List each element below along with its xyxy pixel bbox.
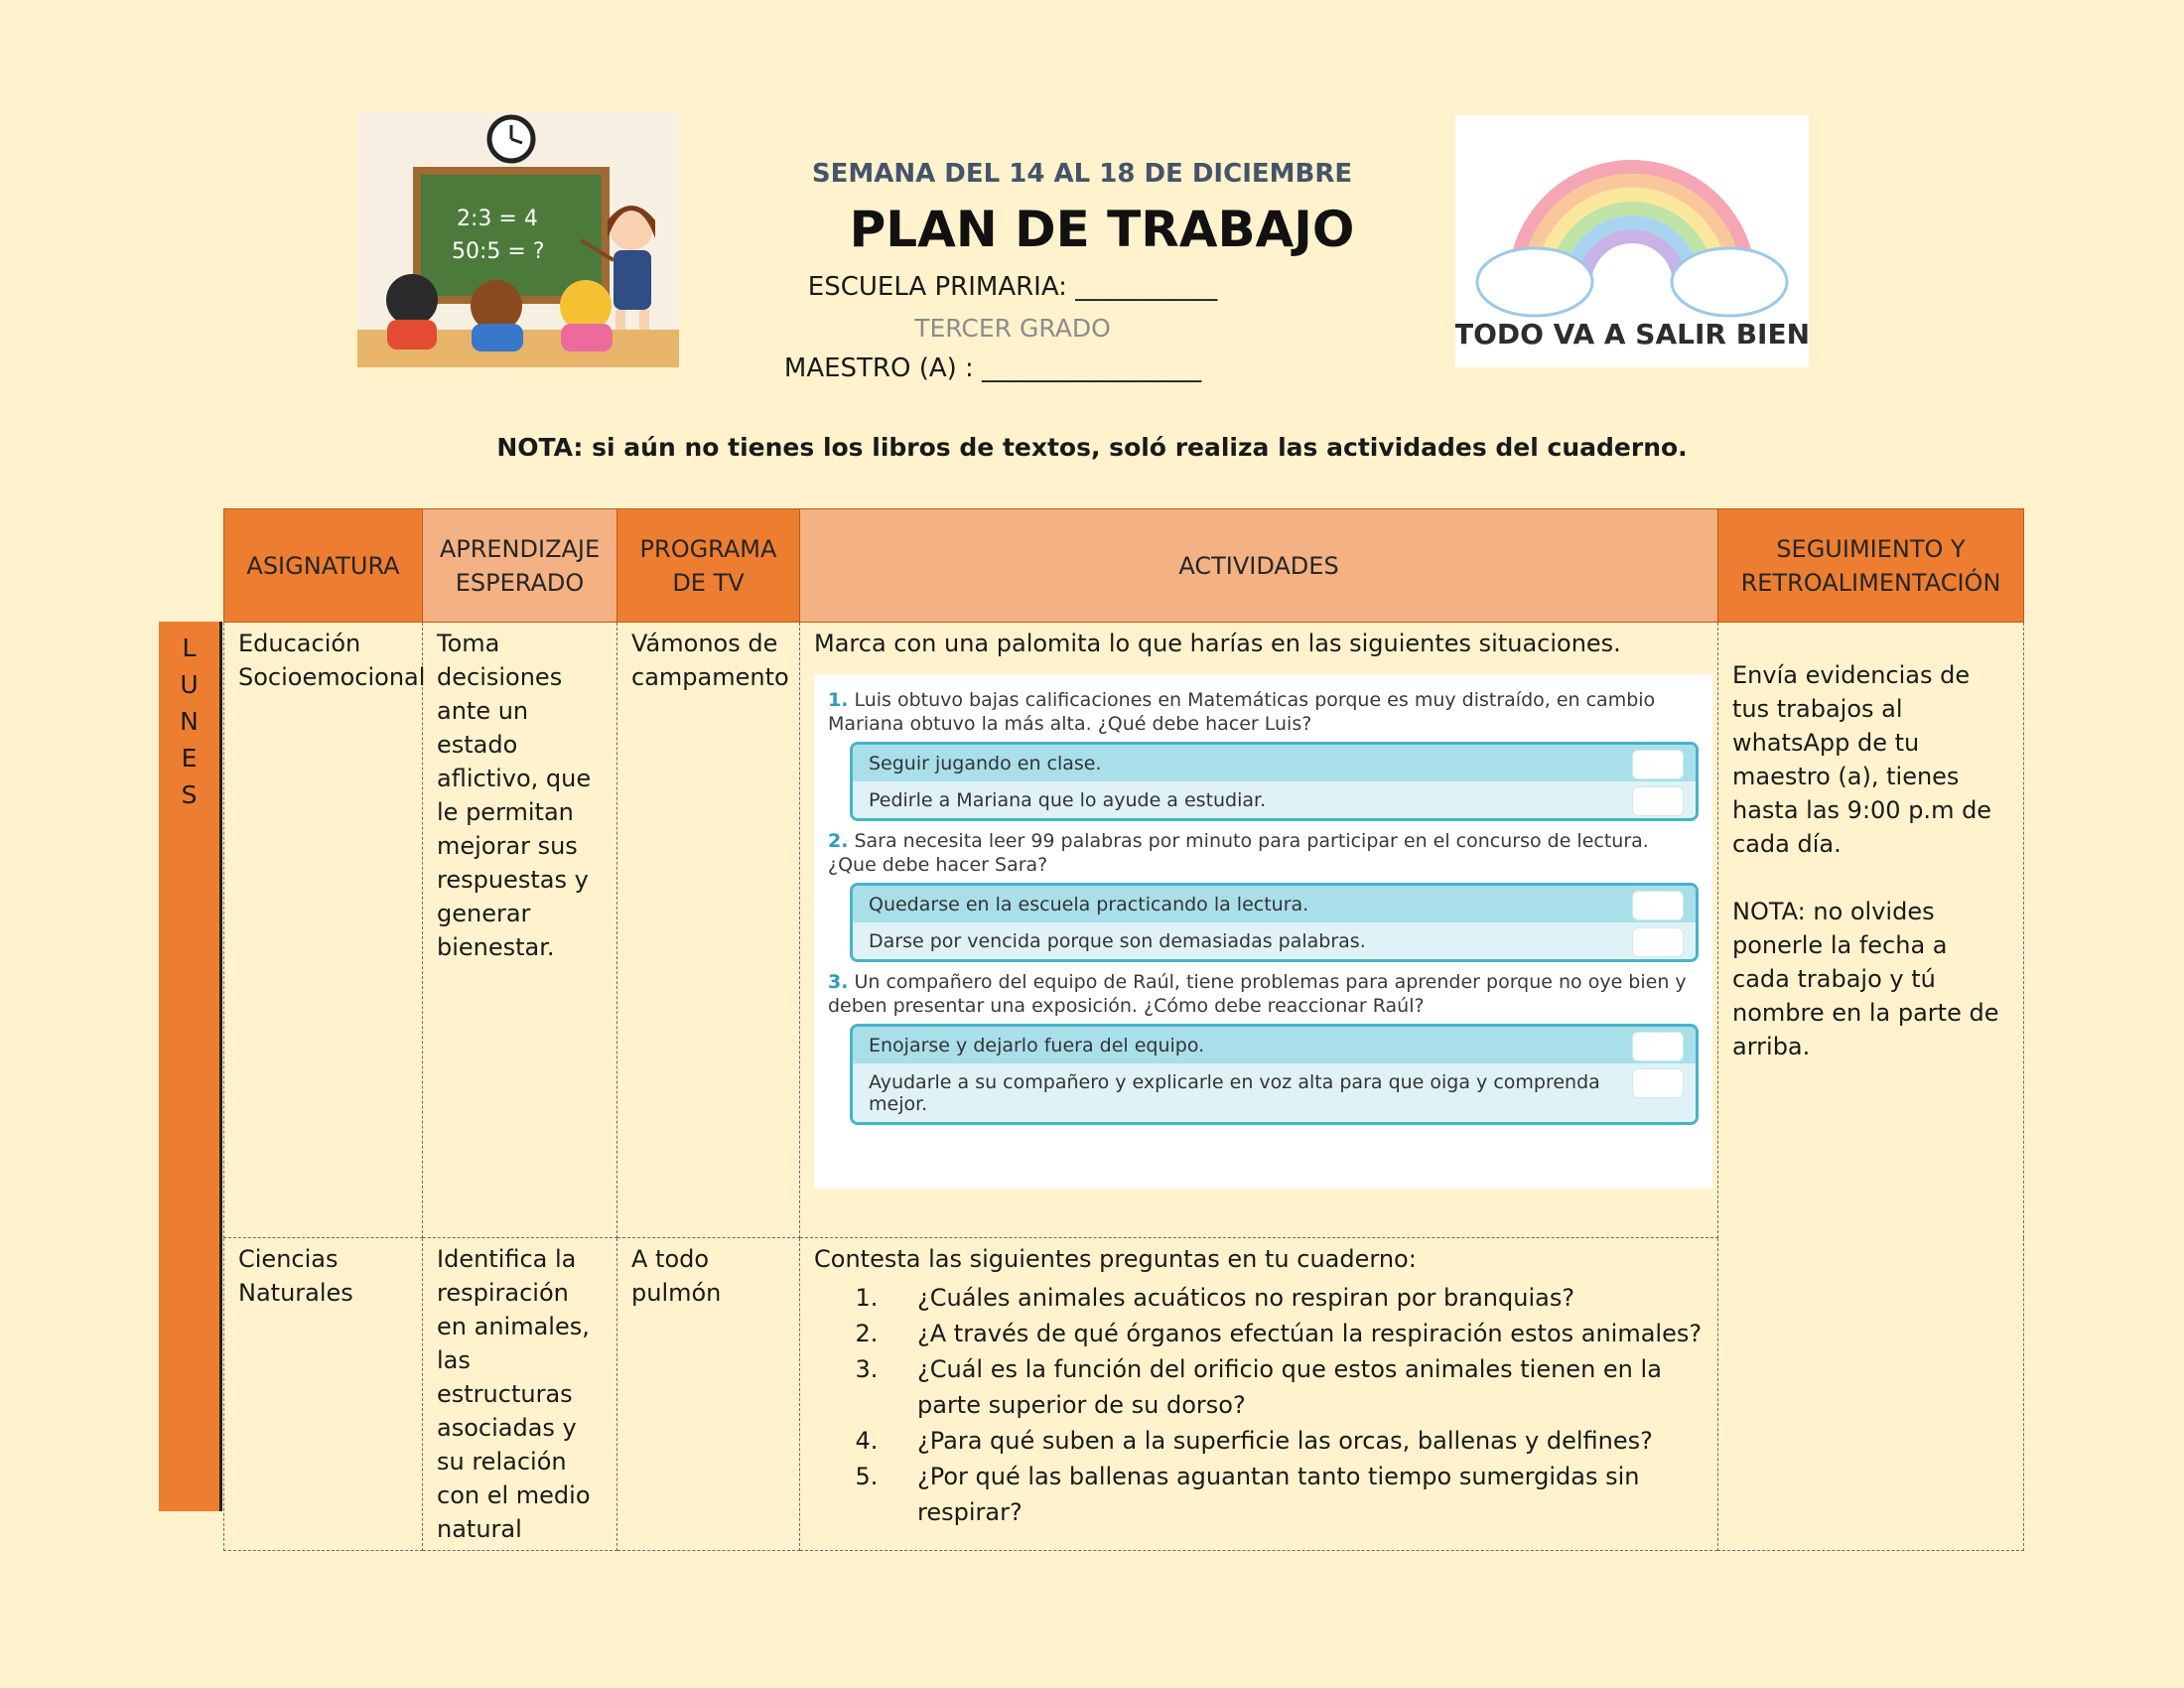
board-text-2: 50:5 = ? bbox=[452, 239, 545, 264]
option-item: Enojarse y dejarlo fuera del equipo. bbox=[853, 1027, 1696, 1063]
day-letter: E bbox=[181, 744, 198, 773]
activity-intro: Marca con una palomita lo que harías en las siguientes situaciones. bbox=[814, 630, 1621, 657]
checkbox[interactable] bbox=[1632, 891, 1684, 920]
subject-cell: Educación Socioemocional bbox=[224, 623, 423, 1238]
list-item: 4. ¿Para qué suben a la superficie las orcas, ballenas y delfines? bbox=[886, 1423, 1704, 1459]
followup-cell bbox=[1718, 623, 2024, 1551]
teacher-field: MAESTRO (A) : _________________ bbox=[783, 353, 1202, 383]
rainbow-caption: TODO VA A SALIR BIEN bbox=[1455, 318, 1809, 351]
followup-text: Envía evidencias de tus trabajos al whatsApp de tu maestro (a), tienes hasta las 9:00 p.m de cada día. bbox=[1732, 661, 1992, 858]
option-item: Ayudarle a su compañero y explicarle en voz alta para que oiga y comprenda mejor. bbox=[853, 1063, 1696, 1122]
checkbox[interactable] bbox=[1632, 1068, 1684, 1098]
plan-table bbox=[223, 508, 2024, 1551]
option-item: Pedirle a Mariana que lo ayude a estudiar. bbox=[853, 781, 1696, 818]
header-asignatura: ASIGNATURA bbox=[224, 509, 423, 623]
followup-note: NOTA: no olvides ponerle la fecha a cada trabajo y tú nombre en la parte de arriba. bbox=[1732, 898, 1999, 1060]
worksheet-question: 1. Luis obtuvo bajas calificaciones en Matemáticas porque es muy distraído, en cambio Mariana obtuvo la más alta. ¿Qué debe hacer Luis? bbox=[828, 689, 1656, 735]
checkbox[interactable] bbox=[1632, 750, 1684, 779]
rainbow-illustration bbox=[1455, 115, 1809, 367]
activity-cell bbox=[800, 1238, 1718, 1551]
checkbox[interactable] bbox=[1632, 786, 1684, 816]
list-item: 5. ¿Por qué las ballenas aguantan tanto tiempo sumergidas sin respirar? bbox=[886, 1459, 1704, 1530]
header-aprendizaje: APRENDIZAJE ESPERADO bbox=[423, 509, 617, 623]
activity-cell bbox=[800, 623, 1718, 1238]
learning-cell: Toma decisiones ante un estado aflictivo, que le permitan mejorar sus respuestas y generar bienestar. bbox=[423, 623, 617, 1238]
tv-cell: A todo pulmón bbox=[617, 1238, 800, 1551]
top-note: NOTA: si aún no tienes los libros de textos, soló realiza las actividades del cuaderno. bbox=[496, 433, 1688, 462]
option-box bbox=[850, 742, 1699, 821]
list-item: 3. ¿Cuál es la función del orificio que estos animales tienen en la parte superior de su dorso? bbox=[886, 1351, 1704, 1423]
worksheet bbox=[814, 674, 1712, 1189]
header-programa: PROGRAMA DE TV bbox=[617, 509, 800, 623]
activity-intro: Contesta las siguientes preguntas en tu cuaderno: bbox=[814, 1245, 1417, 1273]
day-letter: N bbox=[180, 707, 199, 736]
worksheet-question: 2. Sara necesita leer 99 palabras por minuto para participar en el concurso de lectura. ¿Que debe hacer Sara? bbox=[828, 830, 1649, 876]
worksheet-question: 3. Un compañero del equipo de Raúl, tiene problemas para aprender porque no oye bien y deben presentar una exposición. ¿Cómo debe reaccionar Raúl? bbox=[828, 971, 1687, 1017]
list-item: 1. ¿Cuáles animales acuáticos no respiran por branquias? bbox=[886, 1280, 1704, 1316]
list-item: 2. ¿A través de qué órganos efectúan la respiración estos animales? bbox=[886, 1316, 1704, 1351]
tv-cell: Vámonos de campamento bbox=[617, 623, 800, 1238]
option-box bbox=[850, 883, 1699, 962]
checkbox[interactable] bbox=[1632, 927, 1684, 957]
table-row bbox=[224, 623, 2024, 1238]
option-item: Quedarse en la escuela practicando la lectura. bbox=[853, 886, 1696, 922]
option-box bbox=[850, 1024, 1699, 1125]
header-actividades: ACTIVIDADES bbox=[800, 509, 1718, 623]
learning-cell: Identifica la respiración en animales, las estructuras asociadas y su relación con el medio natural bbox=[423, 1238, 617, 1551]
day-label bbox=[159, 630, 219, 813]
checkbox[interactable] bbox=[1632, 1032, 1684, 1061]
option-item: Darse por vencida porque son demasiadas palabras. bbox=[853, 922, 1696, 959]
subject-cell: Ciencias Naturales bbox=[224, 1238, 423, 1551]
day-letter: L bbox=[182, 633, 197, 662]
day-letter: U bbox=[180, 670, 199, 699]
question-list bbox=[814, 1280, 1704, 1530]
header-seguimiento: SEGUIMIENTO Y RETROALIMENTACIÓN bbox=[1718, 509, 2024, 623]
classroom-illustration bbox=[357, 111, 679, 367]
board-text-1: 2:3 = 4 bbox=[457, 207, 538, 231]
week-heading: SEMANA DEL 14 AL 18 DE DICIEMBRE bbox=[811, 159, 1353, 189]
option-item: Seguir jugando en clase. bbox=[853, 745, 1696, 781]
school-field: ESCUELA PRIMARIA: ___________ bbox=[807, 272, 1218, 302]
grade-label: TERCER GRADO bbox=[914, 314, 1111, 343]
page-title: PLAN DE TRABAJO bbox=[849, 201, 1355, 258]
day-column bbox=[159, 622, 222, 1511]
day-letter: S bbox=[181, 780, 198, 809]
